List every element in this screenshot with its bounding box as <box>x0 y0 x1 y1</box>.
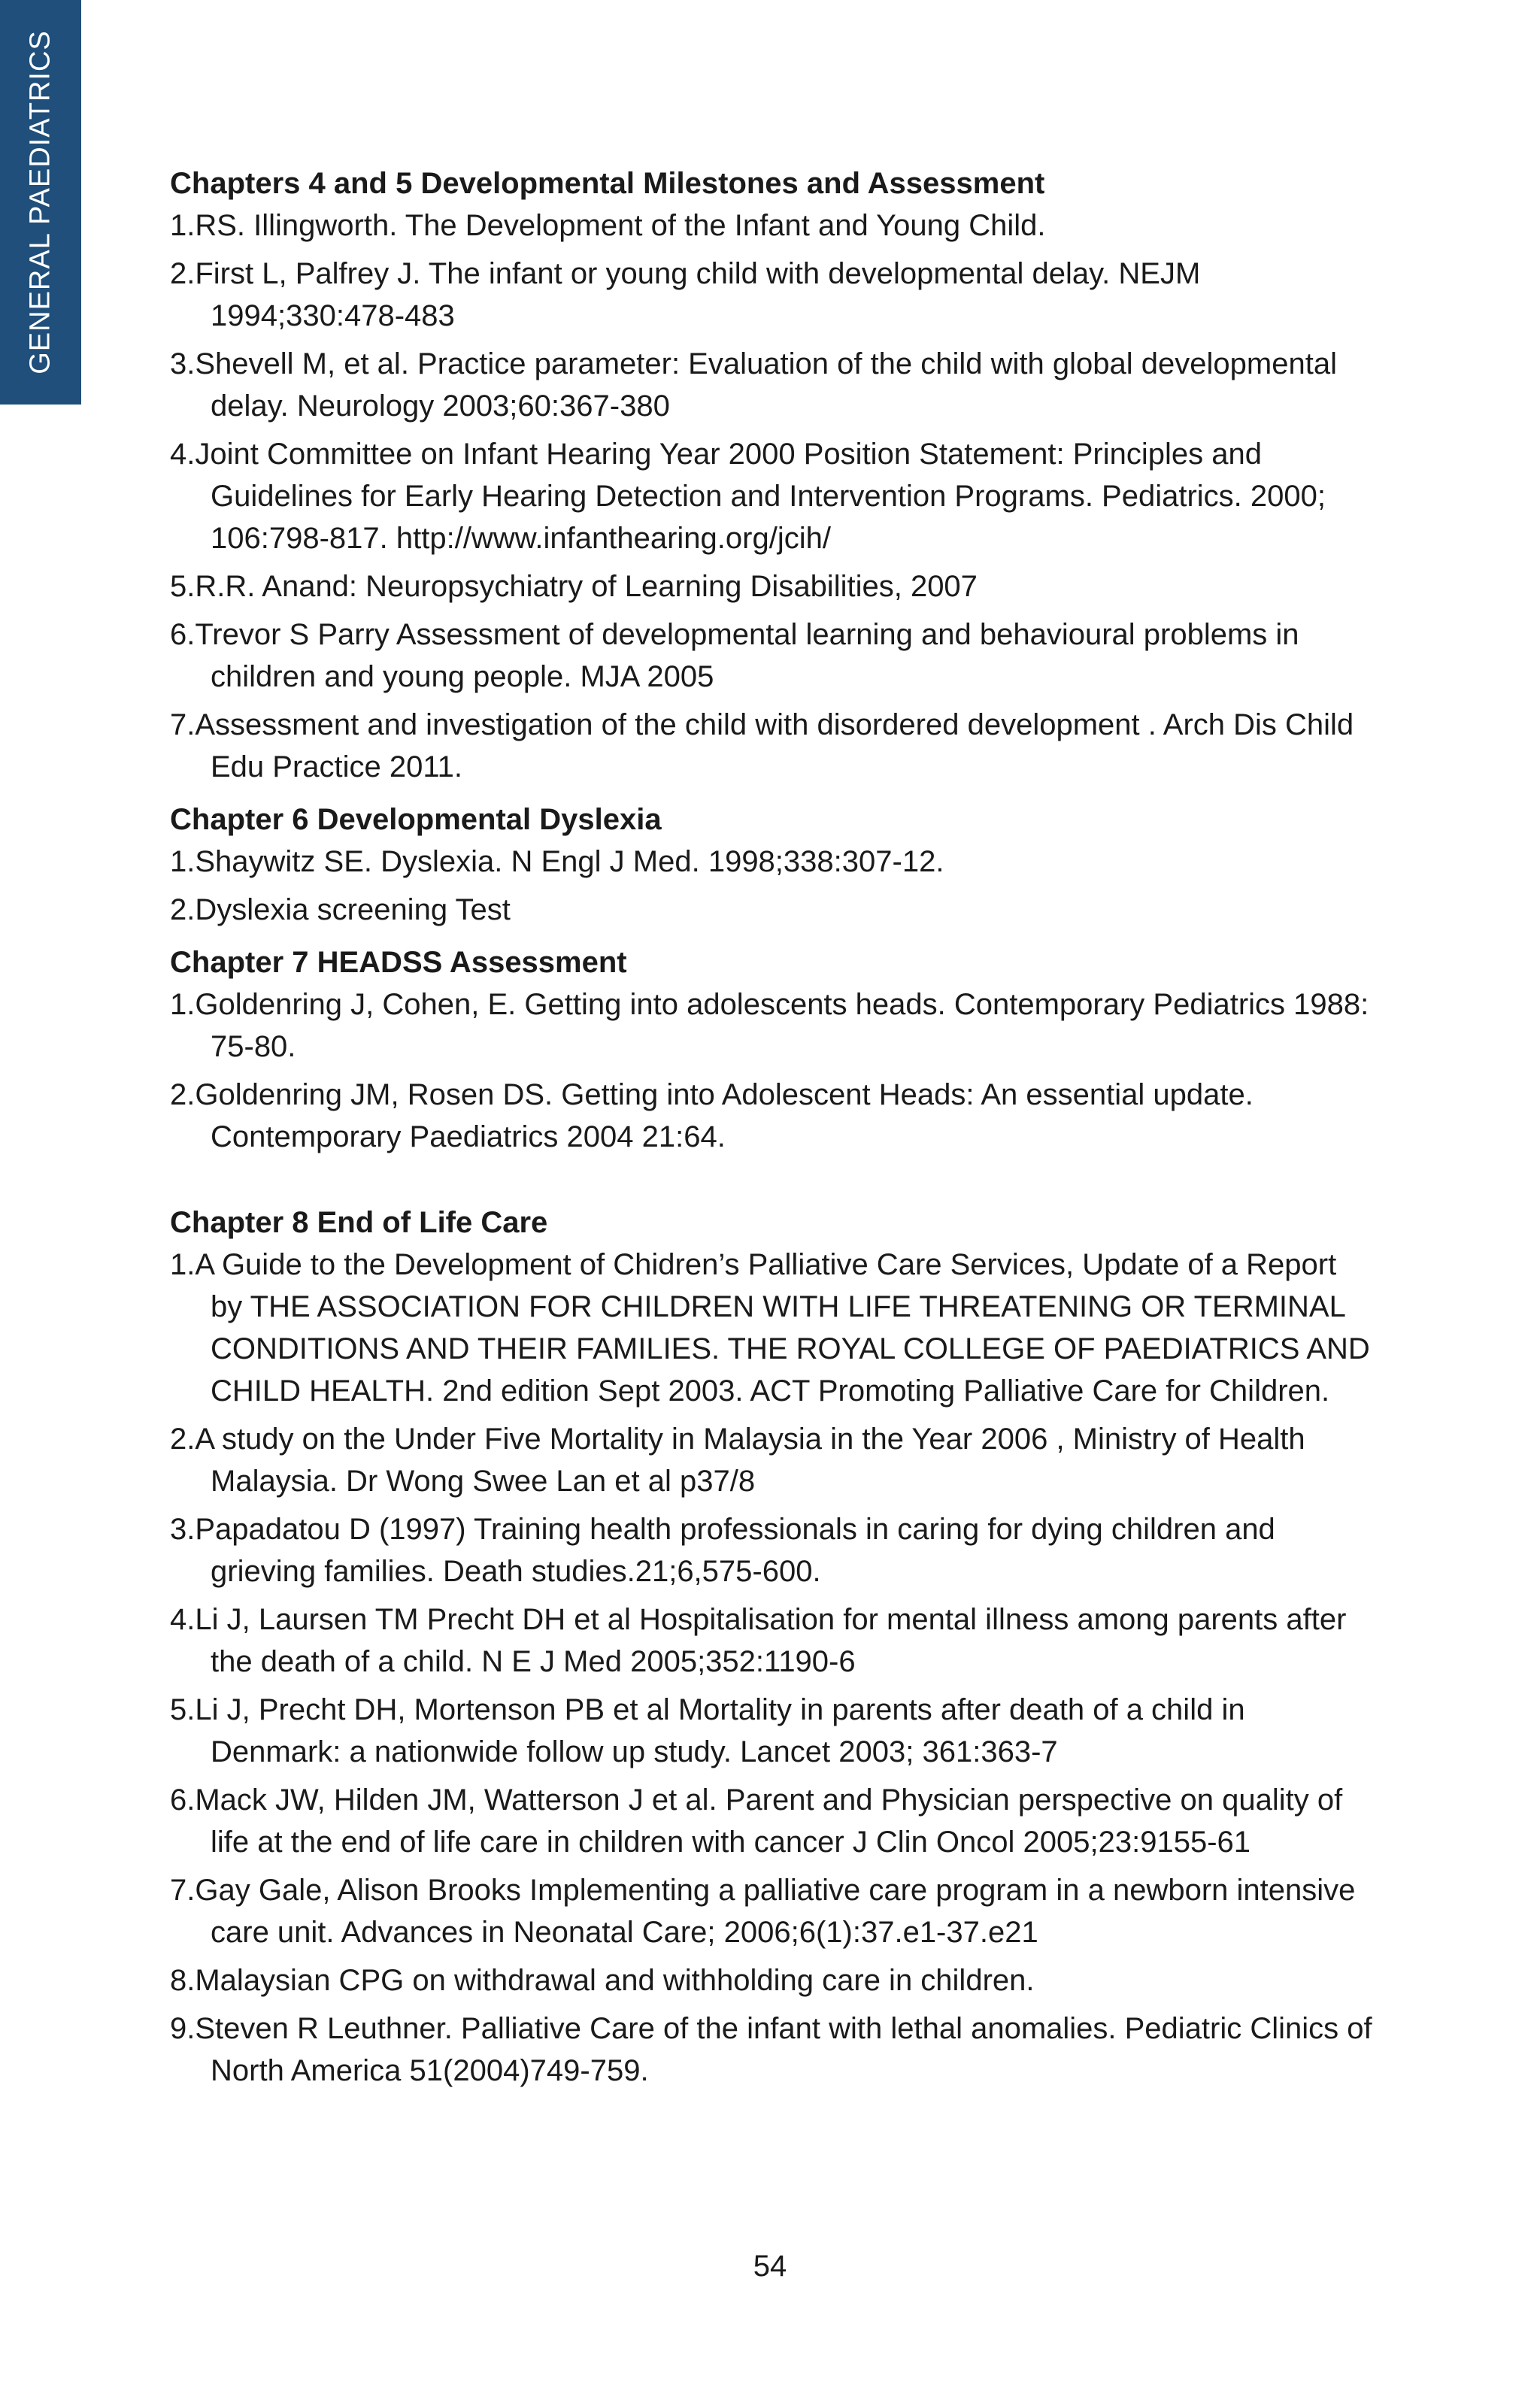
reference-item: 2.A study on the Under Five Mortality in Malaysia in the Year 2006 , Ministry of Health Malaysia. Dr Wong Swee Lan et al p37/8 <box>170 1423 1305 1498</box>
reference-item: 2.Dyslexia screening Test <box>170 893 511 926</box>
section-heading: Chapters 4 and 5 Developmental Milestones and Assessment <box>170 167 1045 200</box>
reference-item: 5.R.R. Anand: Neuropsychiatry of Learning Disabilities, 2007 <box>170 570 978 603</box>
reference-item: 4.Li J, Laursen TM Precht DH et al Hospitalisation for mental illness among parents after the death of a child. N E J Med 2005;352:1190-6 <box>170 1603 1347 1678</box>
reference-list <box>170 205 1373 788</box>
section-chapters-4-5 <box>170 162 1373 788</box>
reference-item: 3.Papadatou D (1997) Training health professionals in caring for dying children and grieving families. Death studies.21;6,575-600. <box>170 1513 1275 1588</box>
reference-item: 1.A Guide to the Development of Chidren’s Palliative Care Services, Update of a Report by THE ASSOCIATION FOR CHILDREN WITH LIFE THREATENING OR TERMINAL CONDITIONS AND THEIR FAMILIES. THE ROYAL COLLEGE OF PAEDIATRICS AND CHILD HEALTH. 2nd edition Sept 2003. ACT Promoting Palliative Care for Children. <box>170 1248 1370 1408</box>
reference-item: 9.Steven R Leuthner. Palliative Care of the infant with lethal anomalies. Pediatric Clinics of North America 51(2004)749-759. <box>170 2012 1372 2087</box>
reference-list <box>170 983 1373 1158</box>
reference-item: 1.Shaywitz SE. Dyslexia. N Engl J Med. 1998;338:307-12. <box>170 845 944 878</box>
references-content <box>170 162 1373 2092</box>
reference-list <box>170 1244 1373 2092</box>
section-chapter-6 <box>170 799 1373 931</box>
reference-item: 5.Li J, Precht DH, Mortenson PB et al Mortality in parents after death of a child in Denmark: a nationwide follow up study. Lancet 2003; 361:363-7 <box>170 1693 1245 1768</box>
reference-item: 8.Malaysian CPG on withdrawal and withholding care in children. <box>170 1964 1035 1997</box>
section-chapter-8 <box>170 1202 1373 2092</box>
section-heading: Chapter 7 HEADSS Assessment <box>170 946 627 979</box>
section-heading: Chapter 6 Developmental Dyslexia <box>170 803 662 836</box>
side-tab-label: GENERAL PAEDIATRICS <box>24 30 56 374</box>
section-heading: Chapter 8 End of Life Care <box>170 1206 548 1239</box>
reference-item: 7.Assessment and investigation of the child with disordered development . Arch Dis Child Edu Practice 2011. <box>170 708 1354 783</box>
section-side-tab <box>0 0 81 405</box>
reference-item: 1.Goldenring J, Cohen, E. Getting into adolescents heads. Contemporary Pediatrics 1988: 75-80. <box>170 988 1369 1063</box>
reference-item: 4.Joint Committee on Infant Hearing Year 2000 Position Statement: Principles and Guidelines for Early Hearing Detection and Intervention Programs. Pediatrics. 2000; 106:798-817. http://www.infanthearing.org/jcih/ <box>170 438 1326 555</box>
reference-item: 6.Trevor S Parry Assessment of developmental learning and behavioural problems in children and young people. MJA 2005 <box>170 618 1299 693</box>
reference-item: 1.RS. Illingworth. The Development of the Infant and Young Child. <box>170 209 1046 242</box>
reference-list <box>170 841 1373 931</box>
reference-item: 3.Shevell M, et al. Practice parameter: Evaluation of the child with global developmental delay. Neurology 2003;60:367-380 <box>170 347 1337 423</box>
reference-item: 7.Gay Gale, Alison Brooks Implementing a palliative care program in a newborn intensive care unit. Advances in Neonatal Care; 2006;6(1):37.e1-37.e21 <box>170 1874 1356 1949</box>
section-chapter-7 <box>170 941 1373 1158</box>
reference-item: 2.First L, Palfrey J. The infant or young child with developmental delay. NEJM 1994;330:478-483 <box>170 257 1201 332</box>
reference-item: 6.Mack JW, Hilden JM, Watterson J et al. Parent and Physician perspective on quality of life at the end of life care in children with cancer J Clin Oncol 2005;23:9155-61 <box>170 1783 1343 1859</box>
page-number: 54 <box>753 2250 787 2283</box>
reference-item: 2.Goldenring JM, Rosen DS. Getting into Adolescent Heads: An essential update. Contemporary Paediatrics 2004 21:64. <box>170 1078 1254 1153</box>
